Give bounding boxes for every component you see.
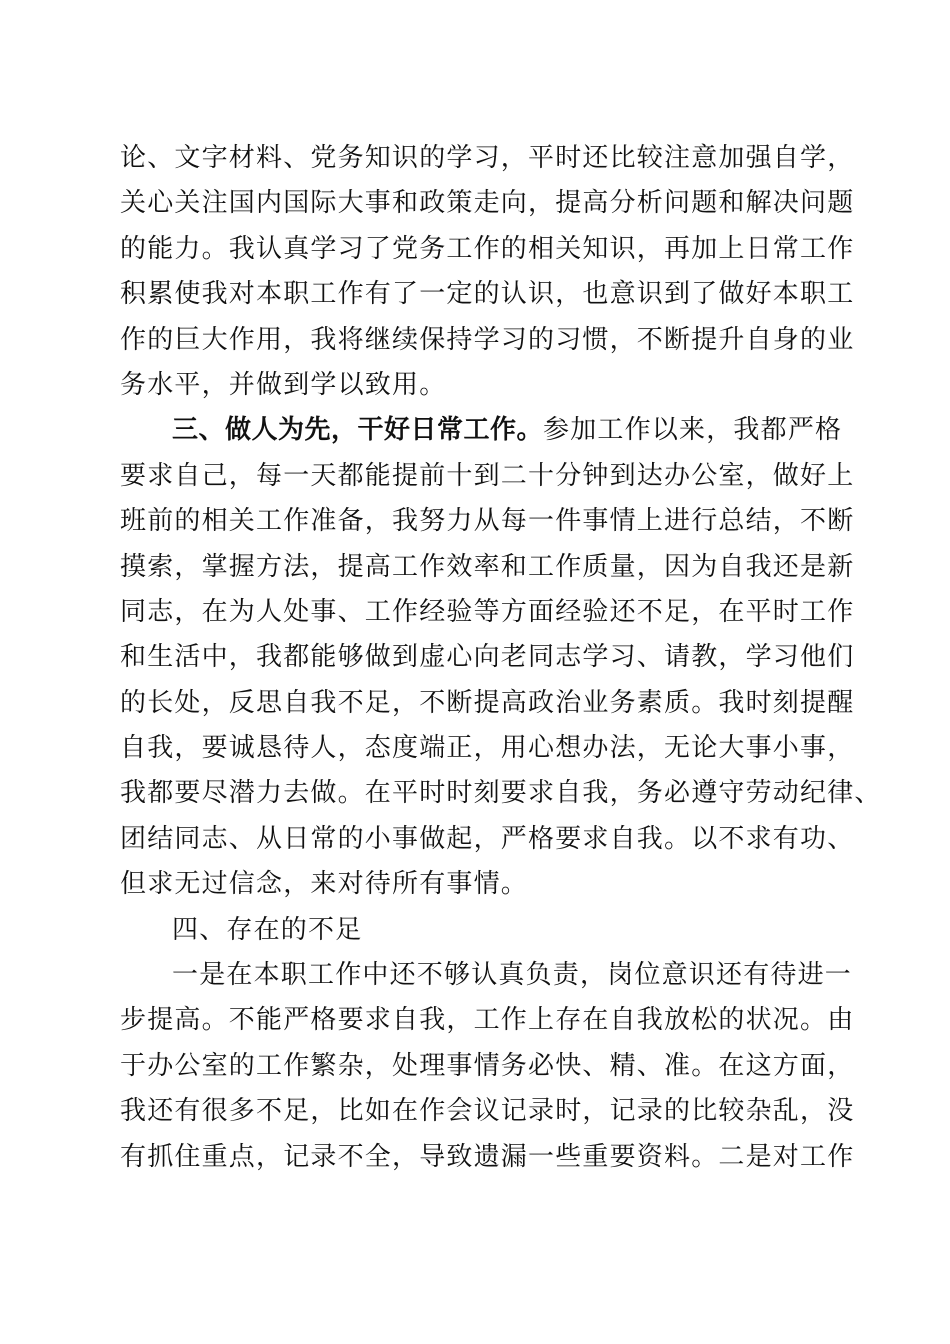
text-line: 但求无过信念，来对待所有事情。 — [120, 869, 529, 900]
text-line: 我还有很多不足，比如在作会议记录时，记录的比较杂乱，没 — [120, 1096, 855, 1127]
text-line: 关心关注国内国际大事和政策走向，提高分析问题和解决问题 — [120, 188, 855, 219]
text-line: 步提高。不能严格要求自我，工作上存在自我放松的状况。由 — [120, 1005, 855, 1036]
section-3-heading: 三、做人为先，干好日常工作。 — [172, 415, 544, 446]
text-line: 自我，要诚恳待人，态度端正，用心想办法，无论大事小事， — [120, 733, 855, 764]
text-line: 我都要尽潜力去做。在平时时刻要求自我，务必遵守劳动纪律、 — [120, 778, 882, 809]
text-line: 作的巨大作用，我将继续保持学习的习惯，不断提升自身的业 — [120, 324, 855, 355]
text-line: 同志，在为人处事、工作经验等方面经验还不足，在平时工作 — [120, 596, 855, 627]
section-3-first-line-text: 参加工作以来，我都严格 — [543, 415, 843, 446]
text-line: 和生活中，我都能够做到虚心向老同志学习、请教，学习他们 — [120, 642, 855, 673]
text-line: 的长处，反思自我不足，不断提高政治业务素质。我时刻提醒 — [120, 687, 855, 718]
text-line: 要求自己，每一天都能提前十到二十分钟到达办公室，做好上 — [120, 460, 855, 491]
document-body — [120, 136, 882, 1180]
section-4-first-line: 一是在本职工作中还不够认真负责，岗位意识还有待进一 — [172, 960, 853, 991]
text-line: 摸索，掌握方法，提高工作效率和工作质量，因为自我还是新 — [120, 551, 855, 582]
text-line: 的能力。我认真学习了党务工作的相关知识，再加上日常工作 — [120, 233, 855, 264]
text-line: 论、文字材料、党务知识的学习，平时还比较注意加强自学， — [120, 143, 855, 173]
text-line: 于办公室的工作繁杂，处理事情务必快、精、准。在这方面， — [120, 1050, 855, 1081]
text-line: 团结同志、从日常的小事做起，严格要求自我。以不求有功、 — [120, 823, 855, 854]
section-3-first-line — [120, 408, 843, 453]
text-line: 积累使我对本职工作有了一定的认识，也意识到了做好本职工 — [120, 279, 855, 310]
text-line: 班前的相关工作准备，我努力从每一件事情上进行总结，不断 — [120, 506, 855, 537]
section-4-heading: 四、存在的不足 — [172, 914, 363, 945]
text-line: 有抓住重点，记录不全，导致遗漏一些重要资料。二是对工作 — [120, 1141, 855, 1172]
text-line: 务水平，并做到学以致用。 — [120, 369, 447, 400]
